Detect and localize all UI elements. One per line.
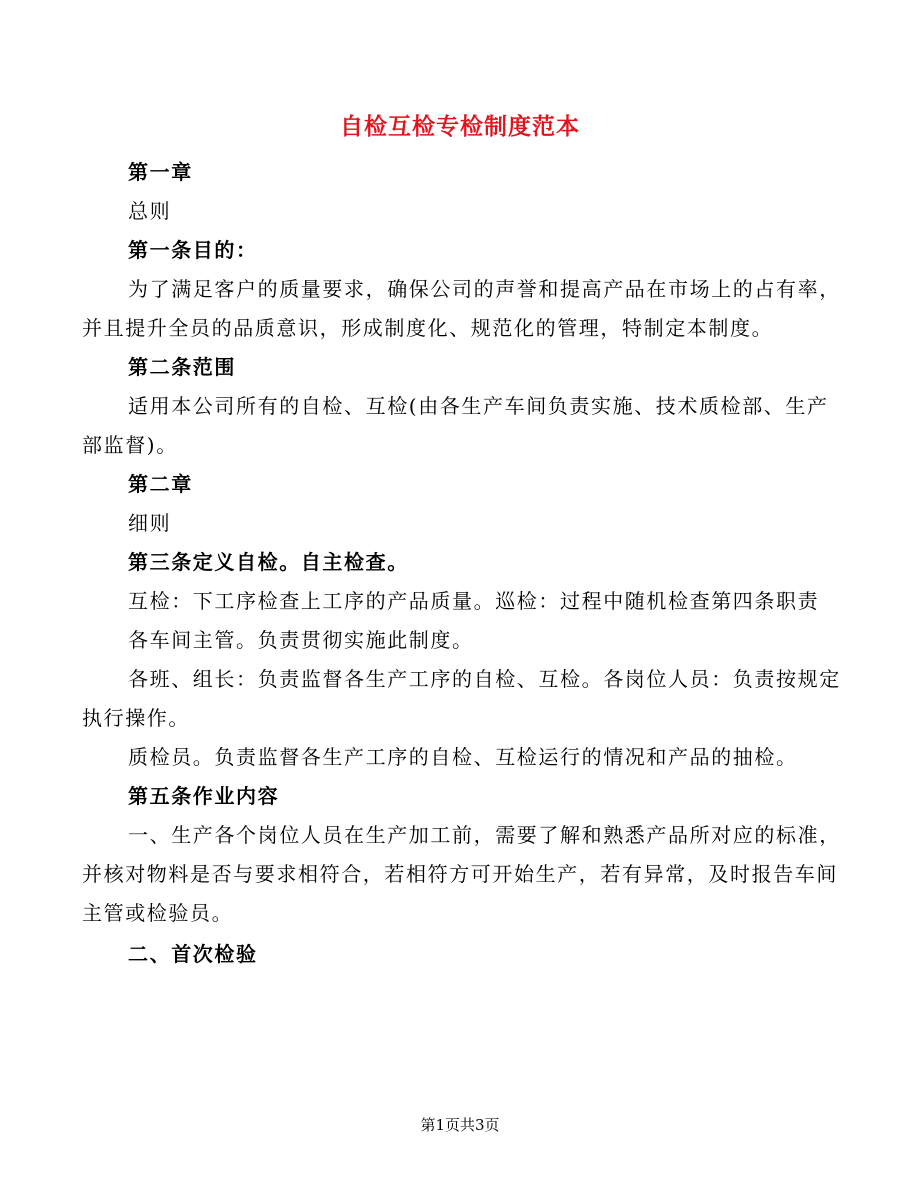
chapter-heading: 第一章 <box>128 160 193 184</box>
body-paragraph: 各车间主管。负责贯彻实施此制度。 <box>128 628 474 652</box>
body-paragraph: 互检：下工序检查上工序的产品质量。巡检：过程中随机检查第四条职责 <box>128 589 820 613</box>
section-heading: 二、首次检验 <box>128 942 258 966</box>
chapter-heading: 第二章 <box>128 472 193 496</box>
article-heading: 第三条定义自检。自主检查。 <box>128 550 409 574</box>
chapter-subtitle: 细则 <box>128 511 172 535</box>
chapter-subtitle: 总则 <box>128 199 172 223</box>
body-paragraph: 为了满足客户的质量要求，确保公司的声誉和提高产品在市场上的占有率，并且提升全员的品质意识，形成制度化、规范化的管理，特制定本制度。 <box>82 277 841 340</box>
article-heading: 第二条范围 <box>128 355 236 379</box>
body-paragraph: 质检员。负责监督各生产工序的自检、互检运行的情况和产品的抽检。 <box>128 745 798 769</box>
document-body <box>82 153 842 974</box>
body-paragraph: 一、生产各个岗位人员在生产加工前，需要了解和熟悉产品所对应的标准，并核对物料是否与要求相符合，若相符方可开始生产，若有异常，及时报告车间主管或检验员。 <box>82 823 841 925</box>
article-heading: 第一条目的： <box>128 238 258 262</box>
article-heading: 第五条作业内容 <box>128 784 280 808</box>
page-number-footer: 第1页共3页 <box>420 1116 500 1134</box>
document-title: 自检互检专检制度范本 <box>340 113 580 140</box>
body-paragraph: 各班、组长：负责监督各生产工序的自检、互检。各岗位人员：负责按规定执行操作。 <box>82 667 841 730</box>
body-paragraph: 适用本公司所有的自检、互检(由各生产车间负责实施、技术质检部、生产部监督)。 <box>82 394 829 457</box>
